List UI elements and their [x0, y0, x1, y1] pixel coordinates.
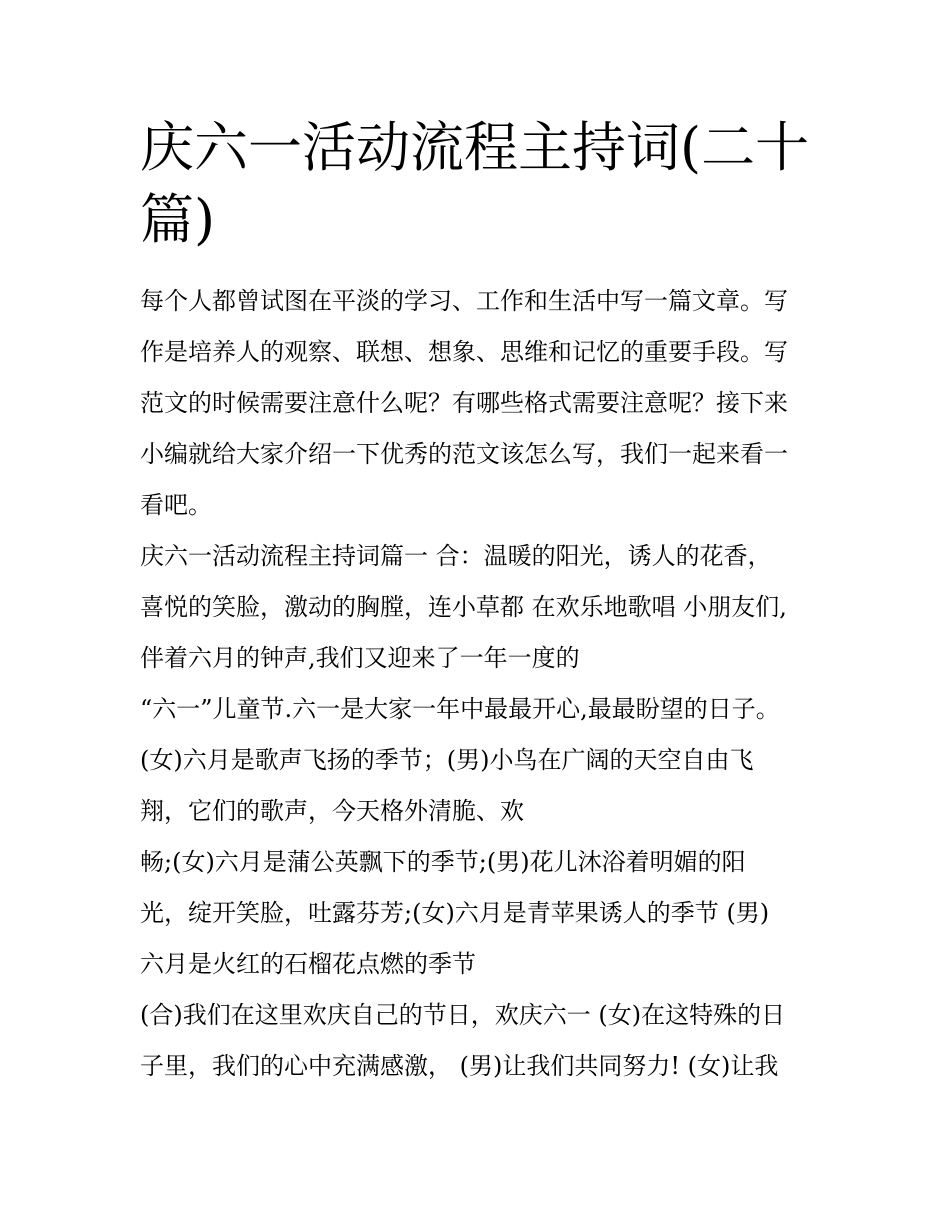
body-line-3: 范文的时候需要注意什么呢？有哪些格式需要注意呢？接下来 [140, 389, 788, 417]
title-line-1: 庆六一活动流程主持词(二十 [140, 116, 810, 179]
document-title [140, 112, 820, 256]
body-line-5: 看吧。 [140, 491, 212, 519]
body-line-1: 每个人都曾试图在平淡的学习、工作和生活中写一篇文章。写 [140, 287, 788, 315]
body-line-6: 庆六一活动流程主持词篇一 合：温暖的阳光，诱人的花香， [140, 542, 772, 570]
body-line-13: 光，绽开笑脸，吐露芬芳;(女)六月是青苹果诱人的季节 (男) [140, 899, 770, 927]
document-body [140, 276, 820, 1092]
body-line-7: 喜悦的笑脸，激动的胸膛，连小草都 在欢乐地歌唱 小朋友们, [140, 593, 787, 621]
body-line-10: (女)六月是歌声飞扬的季节；(男)小鸟在广阔的天空自由飞 [140, 746, 754, 774]
body-line-11: 翔，它们的歌声，今天格外清脆、欢 [140, 797, 524, 825]
body-line-12: 畅;(女)六月是蒲公英飘下的季节;(男)花儿沐浴着明媚的阳 [140, 848, 746, 876]
body-line-4: 小编就给大家介绍一下优秀的范文该怎么写，我们一起来看一 [140, 440, 788, 468]
body-line-14: 六月是火红的石榴花点燃的季节 [140, 950, 476, 978]
body-line-8: 伴着六月的钟声,我们又迎来了一年一度的 [140, 644, 580, 672]
title-line-2: 篇) [140, 188, 216, 251]
body-line-2: 作是培养人的观察、联想、想象、思维和记忆的重要手段。写 [140, 338, 788, 366]
body-line-16: 子里，我们的心中充满感激， (男)让我们共同努力! (女)让我 [140, 1052, 779, 1080]
body-line-15: (合)我们在这里欢庆自己的节日，欢庆六一 (女)在这特殊的日 [140, 1001, 786, 1029]
body-line-9: “六一”儿童节.六一是大家一年中最最开心,最最盼望的日子。 [140, 695, 780, 723]
